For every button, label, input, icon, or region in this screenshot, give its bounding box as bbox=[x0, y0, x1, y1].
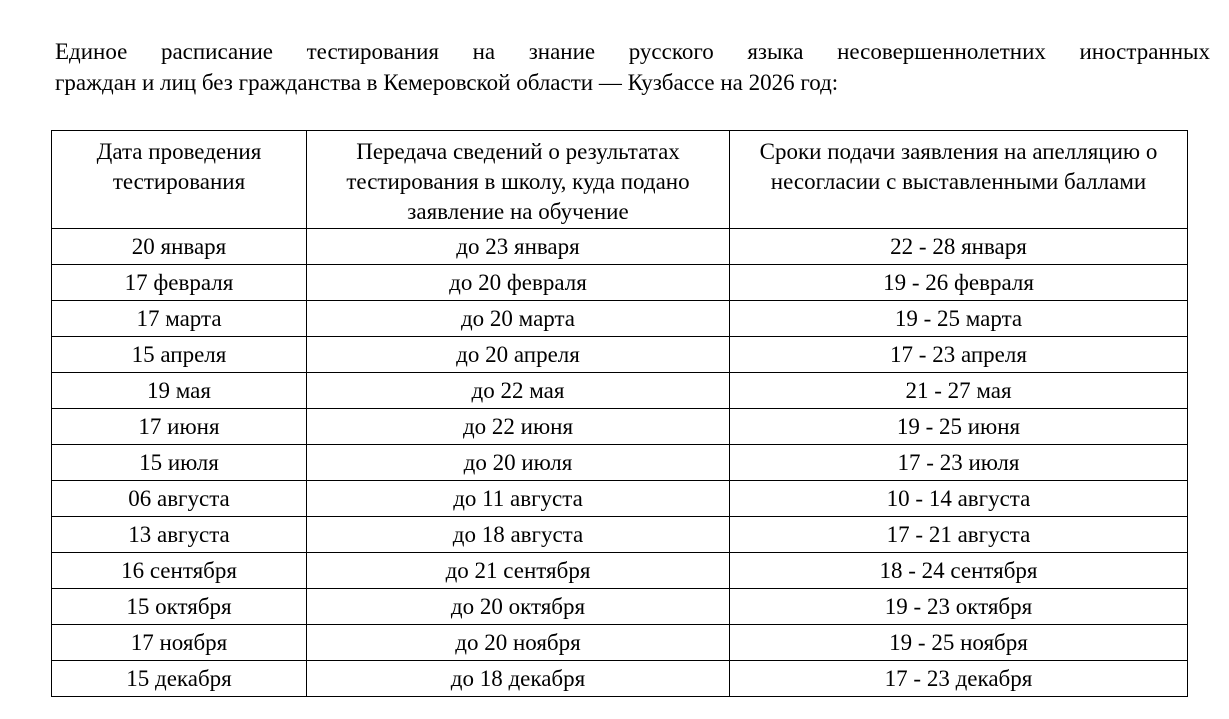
schedule-table-header bbox=[52, 131, 1188, 229]
cell-appeal-period: 17 - 23 июля bbox=[730, 445, 1188, 481]
cell-test-date: 17 февраля bbox=[52, 265, 307, 301]
cell-test-date: 15 октября bbox=[52, 589, 307, 625]
cell-test-date: 16 сентября bbox=[52, 553, 307, 589]
cell-appeal-period: 17 - 21 августа bbox=[730, 517, 1188, 553]
schedule-table-body bbox=[52, 229, 1188, 697]
cell-results-transfer: до 20 июля bbox=[307, 445, 730, 481]
cell-results-transfer: до 22 июня bbox=[307, 409, 730, 445]
cell-results-transfer: до 20 октября bbox=[307, 589, 730, 625]
table-row bbox=[52, 409, 1188, 445]
cell-appeal-period: 19 - 25 июня bbox=[730, 409, 1188, 445]
table-row bbox=[52, 625, 1188, 661]
cell-appeal-period: 19 - 25 ноября bbox=[730, 625, 1188, 661]
cell-results-transfer: до 22 мая bbox=[307, 373, 730, 409]
cell-appeal-period: 10 - 14 августа bbox=[730, 481, 1188, 517]
header-row bbox=[52, 131, 1188, 229]
header-appeal-period: Сроки подачи заявления на апелляцию о несогласии с выставленными баллами bbox=[730, 131, 1188, 229]
table-row bbox=[52, 445, 1188, 481]
cell-test-date: 19 мая bbox=[52, 373, 307, 409]
cell-test-date: 13 августа bbox=[52, 517, 307, 553]
table-row bbox=[52, 229, 1188, 265]
cell-results-transfer: до 20 апреля bbox=[307, 337, 730, 373]
table-row bbox=[52, 337, 1188, 373]
cell-appeal-period: 18 - 24 сентября bbox=[730, 553, 1188, 589]
table-row bbox=[52, 301, 1188, 337]
cell-results-transfer: до 20 февраля bbox=[307, 265, 730, 301]
cell-test-date: 06 августа bbox=[52, 481, 307, 517]
heading-line-2: граждан и лиц без гражданства в Кемеровской области — Кузбассе на 2026 год: bbox=[55, 70, 839, 95]
header-results-transfer: Передача сведений о результатах тестирования в школу, куда подано заявление на обучение bbox=[307, 131, 730, 229]
cell-appeal-period: 19 - 23 октября bbox=[730, 589, 1188, 625]
cell-results-transfer: до 11 августа bbox=[307, 481, 730, 517]
cell-appeal-period: 22 - 28 января bbox=[730, 229, 1188, 265]
heading-line-1: Единое расписание тестирования на знание русского языка несовершеннолетних иностранных bbox=[55, 39, 1210, 64]
table-row bbox=[52, 589, 1188, 625]
cell-test-date: 20 января bbox=[52, 229, 307, 265]
cell-results-transfer: до 23 января bbox=[307, 229, 730, 265]
cell-results-transfer: до 20 марта bbox=[307, 301, 730, 337]
cell-results-transfer: до 18 августа bbox=[307, 517, 730, 553]
table-row bbox=[52, 373, 1188, 409]
cell-appeal-period: 17 - 23 декабря bbox=[730, 661, 1188, 697]
table-row bbox=[52, 517, 1188, 553]
cell-results-transfer: до 21 сентября bbox=[307, 553, 730, 589]
schedule-table bbox=[51, 130, 1188, 697]
cell-appeal-period: 17 - 23 апреля bbox=[730, 337, 1188, 373]
cell-test-date: 15 апреля bbox=[52, 337, 307, 373]
cell-test-date: 15 июля bbox=[52, 445, 307, 481]
table-row bbox=[52, 661, 1188, 697]
cell-test-date: 17 июня bbox=[52, 409, 307, 445]
header-test-date: Дата проведения тестирования bbox=[52, 131, 307, 229]
cell-test-date: 17 марта bbox=[52, 301, 307, 337]
cell-test-date: 17 ноября bbox=[52, 625, 307, 661]
table-row bbox=[52, 265, 1188, 301]
table-row bbox=[52, 553, 1188, 589]
table-row bbox=[52, 481, 1188, 517]
cell-results-transfer: до 20 ноября bbox=[307, 625, 730, 661]
cell-appeal-period: 19 - 26 февраля bbox=[730, 265, 1188, 301]
cell-appeal-period: 21 - 27 мая bbox=[730, 373, 1188, 409]
cell-appeal-period: 19 - 25 марта bbox=[730, 301, 1188, 337]
cell-test-date: 15 декабря bbox=[52, 661, 307, 697]
cell-results-transfer: до 18 декабря bbox=[307, 661, 730, 697]
document-heading bbox=[55, 36, 1210, 98]
